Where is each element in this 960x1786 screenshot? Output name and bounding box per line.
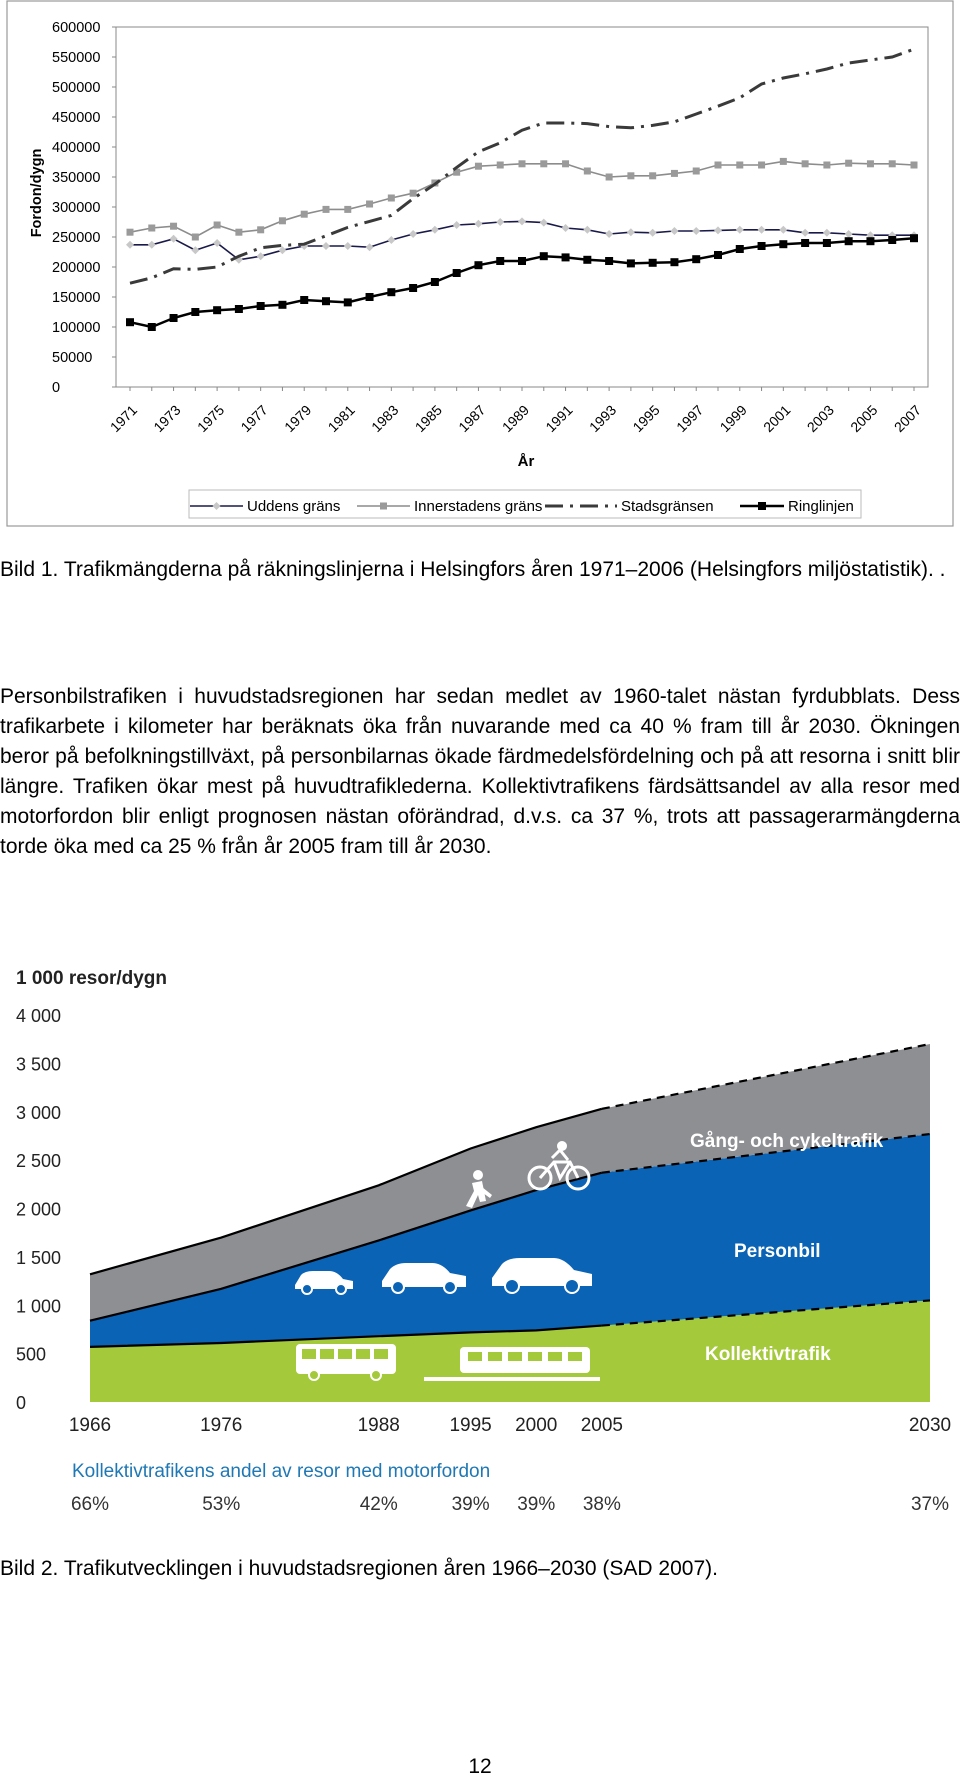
data-point: [475, 163, 482, 170]
data-point: [801, 239, 809, 247]
x-tick-label: 1973: [150, 401, 184, 436]
data-point: [278, 301, 286, 309]
y-tick-label: 400000: [52, 140, 101, 156]
x-tick-label: 2007: [890, 401, 925, 436]
legend-label: Ringlinjen: [788, 498, 854, 515]
data-point: [671, 170, 678, 177]
x-tick-label: 1995: [629, 401, 663, 436]
y-tick-label: 50000: [52, 350, 93, 366]
data-point: [584, 168, 591, 175]
x-tick-label: 1983: [368, 401, 402, 436]
series-label: Kollektivtrafik: [705, 1344, 831, 1365]
data-point: [649, 259, 657, 267]
legend-label: Stadsgränsen: [621, 498, 714, 515]
series-label: Personbil: [734, 1241, 821, 1262]
data-point: [714, 251, 722, 259]
data-point: [279, 217, 286, 224]
data-point: [148, 225, 155, 232]
data-point: [170, 223, 177, 230]
y-tick-label: 150000: [52, 290, 101, 306]
data-point: [736, 245, 744, 253]
x-tick-label: 2000: [515, 1415, 558, 1436]
figure1-caption: Bild 1. Trafikmängderna på räkningslinjerna i Helsingfors åren 1971–2006 (Helsingfors miljöstatistik). .: [0, 558, 946, 581]
data-point: [583, 256, 591, 264]
data-point: [910, 234, 918, 242]
data-point: [693, 168, 700, 175]
y-tick-label: 200000: [52, 260, 101, 276]
data-point: [344, 298, 352, 306]
figure1-plot-area: [116, 27, 928, 387]
x-tick-label: 1981: [324, 401, 358, 436]
x-tick-label: 2003: [803, 401, 838, 436]
y-tick-label: 1 500: [16, 1247, 62, 1268]
data-point: [496, 257, 504, 265]
y-tick-label: 0: [16, 1393, 27, 1413]
legend-marker: [380, 503, 387, 510]
data-point: [845, 160, 852, 167]
data-point: [867, 160, 874, 167]
figure2-x-ticks: [69, 1415, 951, 1436]
share-value: 38%: [582, 1494, 621, 1515]
series-label: Gång- och cykeltrafik: [690, 1131, 884, 1152]
x-tick-label: 1995: [449, 1415, 492, 1436]
y-tick-label: 500: [16, 1344, 47, 1365]
figure1-y-axis-label: Fordon/dygn: [29, 148, 45, 238]
data-point: [889, 160, 896, 167]
data-point: [235, 305, 243, 313]
figure2-caption: Bild 2. Trafikutvecklingen i huvudstadsregionen åren 1966–2030 (SAD 2007).: [0, 1557, 718, 1580]
x-tick-label: 1977: [237, 401, 271, 436]
figure2-share-values: [71, 1494, 949, 1515]
y-tick-label: 100000: [52, 320, 101, 336]
x-tick-label: 1989: [498, 401, 533, 436]
data-point: [214, 222, 221, 229]
x-tick-label: 2005: [580, 1415, 624, 1436]
data-point: [649, 172, 656, 179]
data-point: [300, 296, 308, 304]
x-tick-label: 1971: [106, 401, 141, 436]
share-value: 53%: [202, 1494, 241, 1515]
y-tick-label: 300000: [52, 200, 101, 216]
data-point: [780, 158, 787, 165]
data-point: [213, 306, 221, 314]
figure1-line-chart: [0, 0, 960, 530]
data-point: [257, 226, 264, 233]
data-point: [192, 234, 199, 241]
data-point: [518, 257, 526, 265]
data-point: [692, 255, 700, 263]
data-point: [606, 174, 613, 181]
data-point: [911, 162, 918, 169]
share-value: 39%: [517, 1494, 556, 1515]
data-point: [670, 258, 678, 266]
data-point: [323, 206, 330, 213]
data-point: [845, 237, 853, 245]
data-point: [715, 162, 722, 169]
x-tick-label: 1999: [716, 401, 750, 436]
share-value: 66%: [70, 1494, 110, 1515]
x-tick-label: 1991: [542, 401, 576, 436]
figure1-legend: [189, 490, 861, 518]
data-point: [410, 190, 417, 197]
x-tick-label: 2030: [908, 1415, 952, 1436]
data-point: [366, 293, 374, 301]
legend-marker: [758, 502, 766, 510]
data-point: [344, 206, 351, 213]
page-number: 12: [468, 1755, 492, 1778]
data-point: [409, 284, 417, 292]
x-tick-label: 1997: [672, 401, 707, 436]
data-point: [388, 195, 395, 202]
data-point: [301, 211, 308, 218]
data-point: [366, 201, 373, 208]
figure2-area-chart: [0, 955, 960, 1520]
y-tick-label: 550000: [52, 50, 101, 66]
data-point: [126, 318, 134, 326]
figure2-share-label: Kollektivtrafikens andel av resor med motorfordon: [72, 1461, 491, 1482]
y-tick-label: 450000: [52, 110, 101, 126]
y-tick-label: 0: [52, 380, 61, 396]
data-point: [758, 162, 765, 169]
y-tick-label: 1 000: [16, 1296, 62, 1317]
data-point: [866, 237, 874, 245]
data-point: [627, 259, 635, 267]
figure1-x-axis-label: År: [517, 453, 535, 470]
data-point: [540, 252, 548, 260]
x-tick-label: 1966: [68, 1415, 112, 1436]
x-tick-label: 1975: [193, 401, 228, 436]
data-point: [540, 160, 547, 167]
x-tick-label: 1988: [357, 1415, 400, 1436]
data-point: [802, 160, 809, 167]
data-point: [562, 253, 570, 261]
share-value: 39%: [451, 1494, 490, 1515]
y-tick-label: 4 000: [16, 1006, 62, 1026]
data-point: [519, 160, 526, 167]
data-point: [322, 297, 330, 305]
data-point: [474, 261, 482, 269]
data-point: [736, 162, 743, 169]
x-tick-label: 1993: [585, 401, 620, 436]
data-point: [779, 240, 787, 248]
figure2-y-ticks: [16, 1006, 61, 1413]
data-point: [257, 302, 265, 310]
data-point: [497, 162, 504, 169]
y-tick-label: 250000: [52, 230, 101, 246]
data-point: [431, 278, 439, 286]
y-tick-label: 350000: [52, 170, 101, 186]
data-point: [888, 236, 896, 244]
data-point: [758, 242, 766, 250]
data-point: [127, 229, 134, 236]
data-point: [387, 288, 395, 296]
data-point: [823, 162, 830, 169]
data-point: [453, 269, 461, 277]
data-point: [148, 323, 156, 331]
y-tick-label: 2 000: [16, 1199, 62, 1220]
data-point: [235, 229, 242, 236]
legend-label: Uddens gräns: [247, 498, 341, 515]
x-tick-label: 1979: [280, 401, 315, 436]
data-point: [605, 257, 613, 265]
body-paragraph: Personbilstrafiken i huvudstadsregionen har sedan medlet av 1960-talet nästan fyrdubblats. Dess trafikarbete i kilometer har beräknats öka från nuvarande med ca 40 % fram till år 2030. Ökningen beror på befolkningstillväxt, på personbilarnas ökade färdmedelsfördelning och på att resorna i snitt blir längre. Trafiken ökar mest på huvudtrafiklederna. Kollektivtrafikens färdsättsandel av alla resor med motorfordon blir enligt prognosen nästan oförändrad, d.v.s. ca 37 %, trots att passagerarmängderna torde öka med ca 25 % från år 2005 fram till år 2030.: [0, 685, 960, 858]
legend-label: Innerstadens gräns: [414, 498, 543, 515]
data-point: [562, 160, 569, 167]
y-tick-label: 3 000: [16, 1102, 62, 1123]
y-tick-label: 2 500: [16, 1151, 62, 1172]
x-tick-label: 1985: [411, 401, 446, 436]
share-value: 37%: [910, 1494, 950, 1515]
x-tick-label: 2005: [847, 401, 881, 436]
x-tick-label: 1976: [200, 1415, 243, 1436]
data-point: [823, 239, 831, 247]
y-tick-label: 600000: [52, 20, 101, 36]
data-point: [170, 314, 178, 322]
data-point: [191, 308, 199, 316]
y-tick-label: 500000: [52, 80, 101, 96]
share-value: 42%: [359, 1494, 398, 1515]
data-point: [627, 172, 634, 179]
figure2-title: 1 000 resor/dygn: [16, 968, 168, 989]
x-tick-label: 2001: [760, 401, 794, 436]
y-tick-label: 3 500: [16, 1054, 62, 1075]
x-tick-label: 1987: [455, 401, 489, 436]
